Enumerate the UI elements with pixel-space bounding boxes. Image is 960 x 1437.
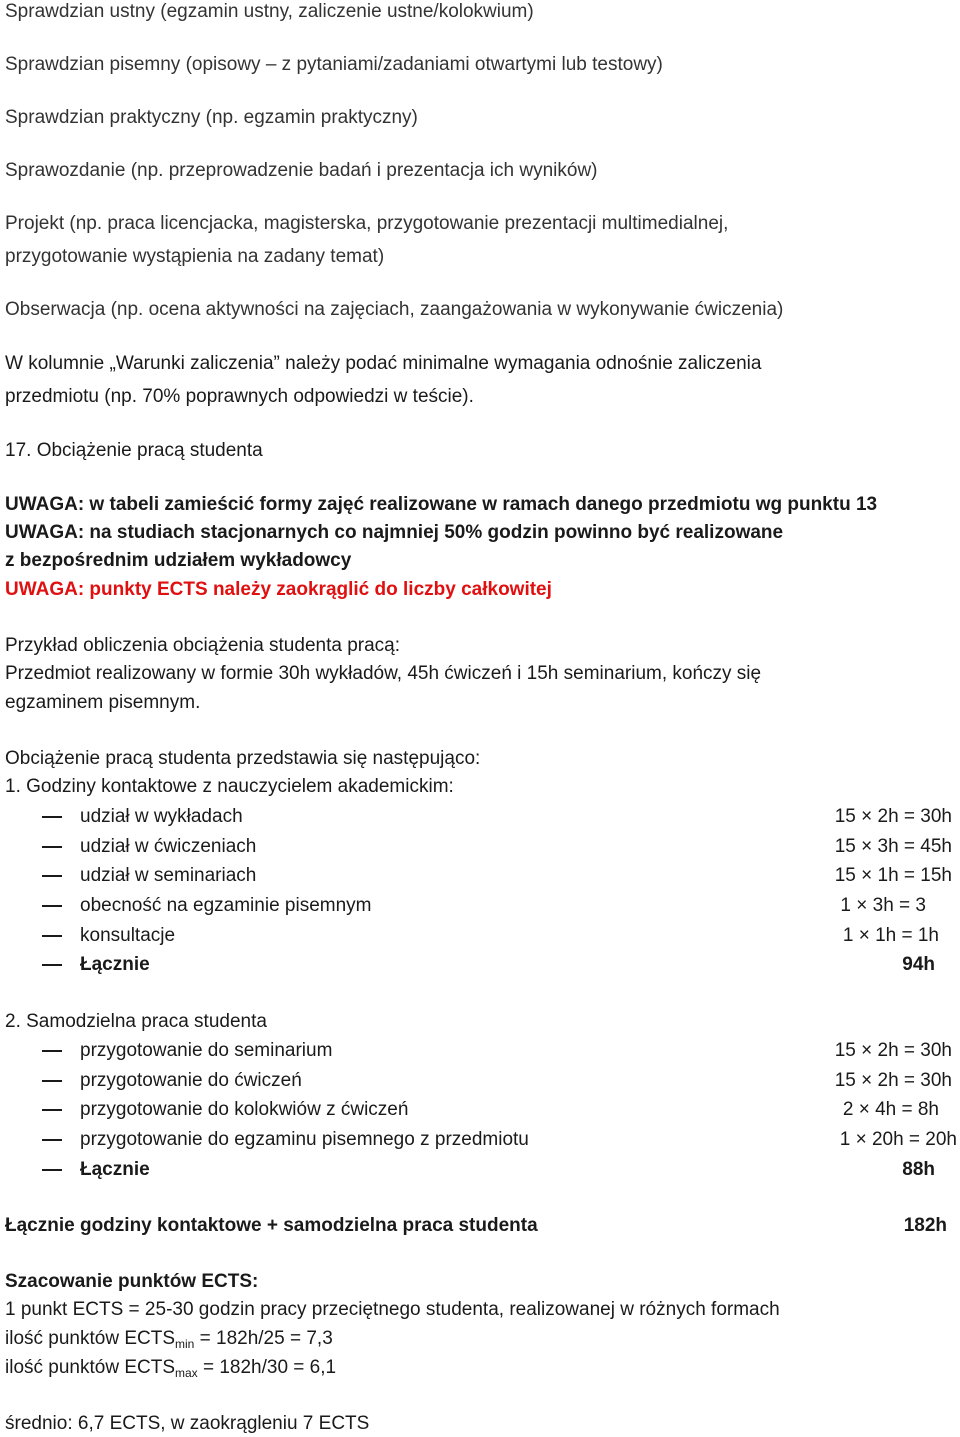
contact-item-label: udział w seminariach bbox=[80, 865, 257, 886]
grand-total-label: Łącznie godziny kontaktowe + samodzielna praca studenta bbox=[5, 1215, 538, 1236]
self-item-label: przygotowanie do ćwiczeń bbox=[80, 1070, 302, 1091]
grand-total-value: 182h bbox=[903, 1215, 947, 1236]
contact-item-label: udział w wykładach bbox=[80, 806, 243, 827]
ects-min-prefix: ilość punktów ECTS bbox=[5, 1328, 176, 1349]
form-oral: Sprawdzian ustny (egzamin ustny, zaliczenie ustne/kolokwium) bbox=[5, 1, 534, 22]
warning-ects-rounding: UWAGA: punkty ECTS należy zaokrąglić do liczby całkowitej bbox=[5, 579, 552, 600]
form-written: Sprawdzian pisemny (opisowy – z pytaniami/zadaniami otwartymi lub testowy) bbox=[5, 54, 663, 75]
self-study-heading: 2. Samodzielna praca studenta bbox=[5, 1011, 267, 1032]
ects-max-sub: max bbox=[175, 1366, 198, 1380]
dash-icon bbox=[42, 1050, 62, 1052]
self-total-value: 88h bbox=[902, 1159, 935, 1180]
self-item-label: przygotowanie do kolokwiów z ćwiczeń bbox=[80, 1099, 409, 1120]
ects-min-calc: = 182h/25 = 7,3 bbox=[194, 1328, 333, 1349]
ects-min-sub: min bbox=[175, 1337, 195, 1351]
example-desc-2: egzaminem pisemnym. bbox=[5, 692, 201, 713]
contact-item-value: 15 × 2h = 30h bbox=[834, 806, 952, 827]
self-item-value: 1 × 20h = 20h bbox=[839, 1129, 957, 1150]
workload-summary-intro: Obciążenie pracą studenta przedstawia się następująco: bbox=[5, 748, 481, 769]
dash-icon bbox=[42, 964, 62, 966]
example-intro: Przykład obliczenia obciążenia studenta pracą: bbox=[5, 635, 401, 656]
example-desc-1: Przedmiot realizowany w formie 30h wykładów, 45h ćwiczeń i 15h seminarium, kończy się bbox=[5, 663, 762, 684]
dash-icon bbox=[42, 816, 62, 818]
contact-item-label: obecność na egzaminie pisemnym bbox=[80, 895, 372, 916]
ects-max bbox=[5, 1357, 336, 1379]
note-line-1: W kolumnie „Warunki zaliczenia” należy podać minimalne wymagania odnośnie zaliczenia bbox=[5, 353, 762, 374]
dash-icon bbox=[42, 1109, 62, 1111]
self-item-label: przygotowanie do seminarium bbox=[80, 1040, 333, 1061]
ects-max-calc: = 182h/30 = 6,1 bbox=[197, 1357, 337, 1378]
contact-hours-heading: 1. Godziny kontaktowe z nauczycielem akademickim: bbox=[5, 776, 454, 797]
warning-contact-hours: UWAGA: na studiach stacjonarnych co najmniej 50% godzin powinno być realizowane bbox=[5, 522, 784, 543]
dash-icon bbox=[42, 875, 62, 877]
contact-item-label: konsultacje bbox=[80, 925, 176, 946]
note-line-2: przedmiotu (np. 70% poprawnych odpowiedzi w teście). bbox=[5, 386, 474, 407]
form-report: Sprawozdanie (np. przeprowadzenie badań i prezentacja ich wyników) bbox=[5, 160, 598, 181]
self-item-value: 15 × 2h = 30h bbox=[834, 1040, 952, 1061]
contact-item-value: 15 × 1h = 15h bbox=[834, 865, 952, 886]
warning-form-types: UWAGA: w tabeli zamieścić formy zajęć realizowane w ramach danego przedmiotu wg punktu 13 bbox=[5, 494, 878, 515]
dash-icon bbox=[42, 905, 62, 907]
form-project-cont: przygotowanie wystąpienia na zadany temat) bbox=[5, 246, 385, 267]
contact-total-value: 94h bbox=[902, 954, 935, 975]
form-observation: Obserwacja (np. ocena aktywności na zajęciach, zaangażowania w wykonywanie ćwiczenia) bbox=[5, 299, 784, 320]
section-title: 17. Obciążenie pracą studenta bbox=[5, 440, 263, 461]
self-total-label: Łącznie bbox=[80, 1159, 150, 1180]
contact-item-value: 1 × 1h = 1h bbox=[842, 925, 939, 946]
form-practical: Sprawdzian praktyczny (np. egzamin praktyczny) bbox=[5, 107, 418, 128]
ects-average: średnio: 6,7 ECTS, w zaokrągleniu 7 ECTS bbox=[5, 1413, 370, 1434]
dash-icon bbox=[42, 935, 62, 937]
dash-icon bbox=[42, 1139, 62, 1141]
ects-heading: Szacowanie punktów ECTS: bbox=[5, 1271, 259, 1292]
form-project: Projekt (np. praca licencjacka, magisterska, przygotowanie prezentacji multimedialnej, bbox=[5, 213, 729, 234]
dash-icon bbox=[42, 846, 62, 848]
ects-definition: 1 punkt ECTS = 25-30 godzin pracy przeciętnego studenta, realizowanej w różnych formach bbox=[5, 1299, 780, 1320]
contact-total-label: Łącznie bbox=[80, 954, 150, 975]
contact-item-label: udział w ćwiczeniach bbox=[80, 836, 257, 857]
dash-icon bbox=[42, 1169, 62, 1171]
self-item-value: 15 × 2h = 30h bbox=[834, 1070, 952, 1091]
contact-item-value: 1 × 3h = 3 bbox=[840, 895, 926, 916]
dash-icon bbox=[42, 1080, 62, 1082]
self-item-value: 2 × 4h = 8h bbox=[842, 1099, 939, 1120]
self-item-label: przygotowanie do egzaminu pisemnego z przedmiotu bbox=[80, 1129, 529, 1150]
ects-min bbox=[5, 1328, 333, 1350]
ects-max-prefix: ilość punktów ECTS bbox=[5, 1357, 176, 1378]
contact-item-value: 15 × 3h = 45h bbox=[834, 836, 952, 857]
warning-contact-hours-cont: z bezpośrednim udziałem wykładowcy bbox=[5, 550, 352, 571]
